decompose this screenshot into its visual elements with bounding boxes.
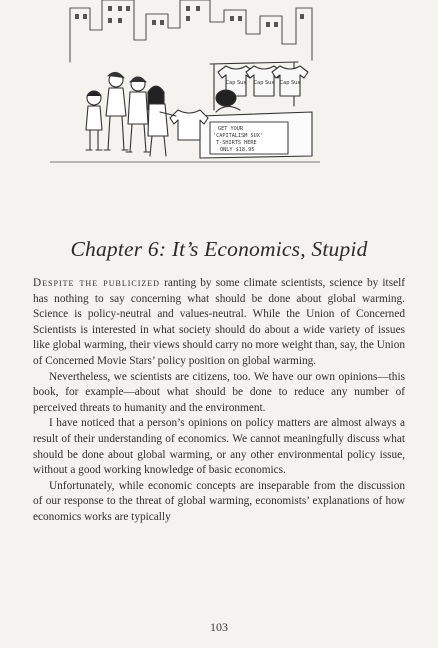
chapter-title: Chapter 6: It’s Economics, Stupid	[70, 237, 368, 261]
shirt-label: Cap Sux	[279, 80, 301, 86]
sign-line: GET YOUR	[218, 126, 243, 132]
paragraph	[33, 276, 405, 370]
chapter-body	[33, 276, 405, 526]
page-number: 103	[210, 620, 228, 634]
cartoon-illustration	[50, 0, 320, 168]
shirt-label: Cap Sux	[225, 80, 247, 86]
paragraph-text: ranting by some climate scientists, science by itself has nothing to say concerning what should be done about global warming. Science is policy-neutral and values-neutral. While the Union of Concerned Scientists is interested in what society should do about a wide variety of issues like global warming, their views should carry no more weight than, say, the Union of Concerned Movie Stars’ policy position on global warming.	[33, 277, 405, 367]
paragraph: I have noticed that a person’s opinions on policy matters are almost always a result of their understanding of economics. We cannot meaningfully discuss what should be done about global warming, or any other environmental policy issue, without a good working knowledge of basic economics.	[33, 417, 405, 477]
sign-line: 'CAPITALISM SUX'	[213, 133, 263, 139]
shirt-label: Cap Sux	[253, 80, 275, 86]
paragraph: Nevertheless, we scientists are citizens, too. We have our own opinions—this book, for example—about what should be done to reduce any number of perceived threats to humanity and the environment.	[33, 370, 405, 414]
sign-line: ONLY $18.95	[220, 147, 255, 153]
small-caps-lead: Despite the publicized	[33, 277, 160, 289]
paragraph: Unfortunately, while economic concepts are inseparable from the discussion of our response to the threat of global warming, economists’ explanations of how economics works are typically	[33, 479, 405, 523]
sign-line: T-SHIRTS HERE	[216, 140, 257, 146]
